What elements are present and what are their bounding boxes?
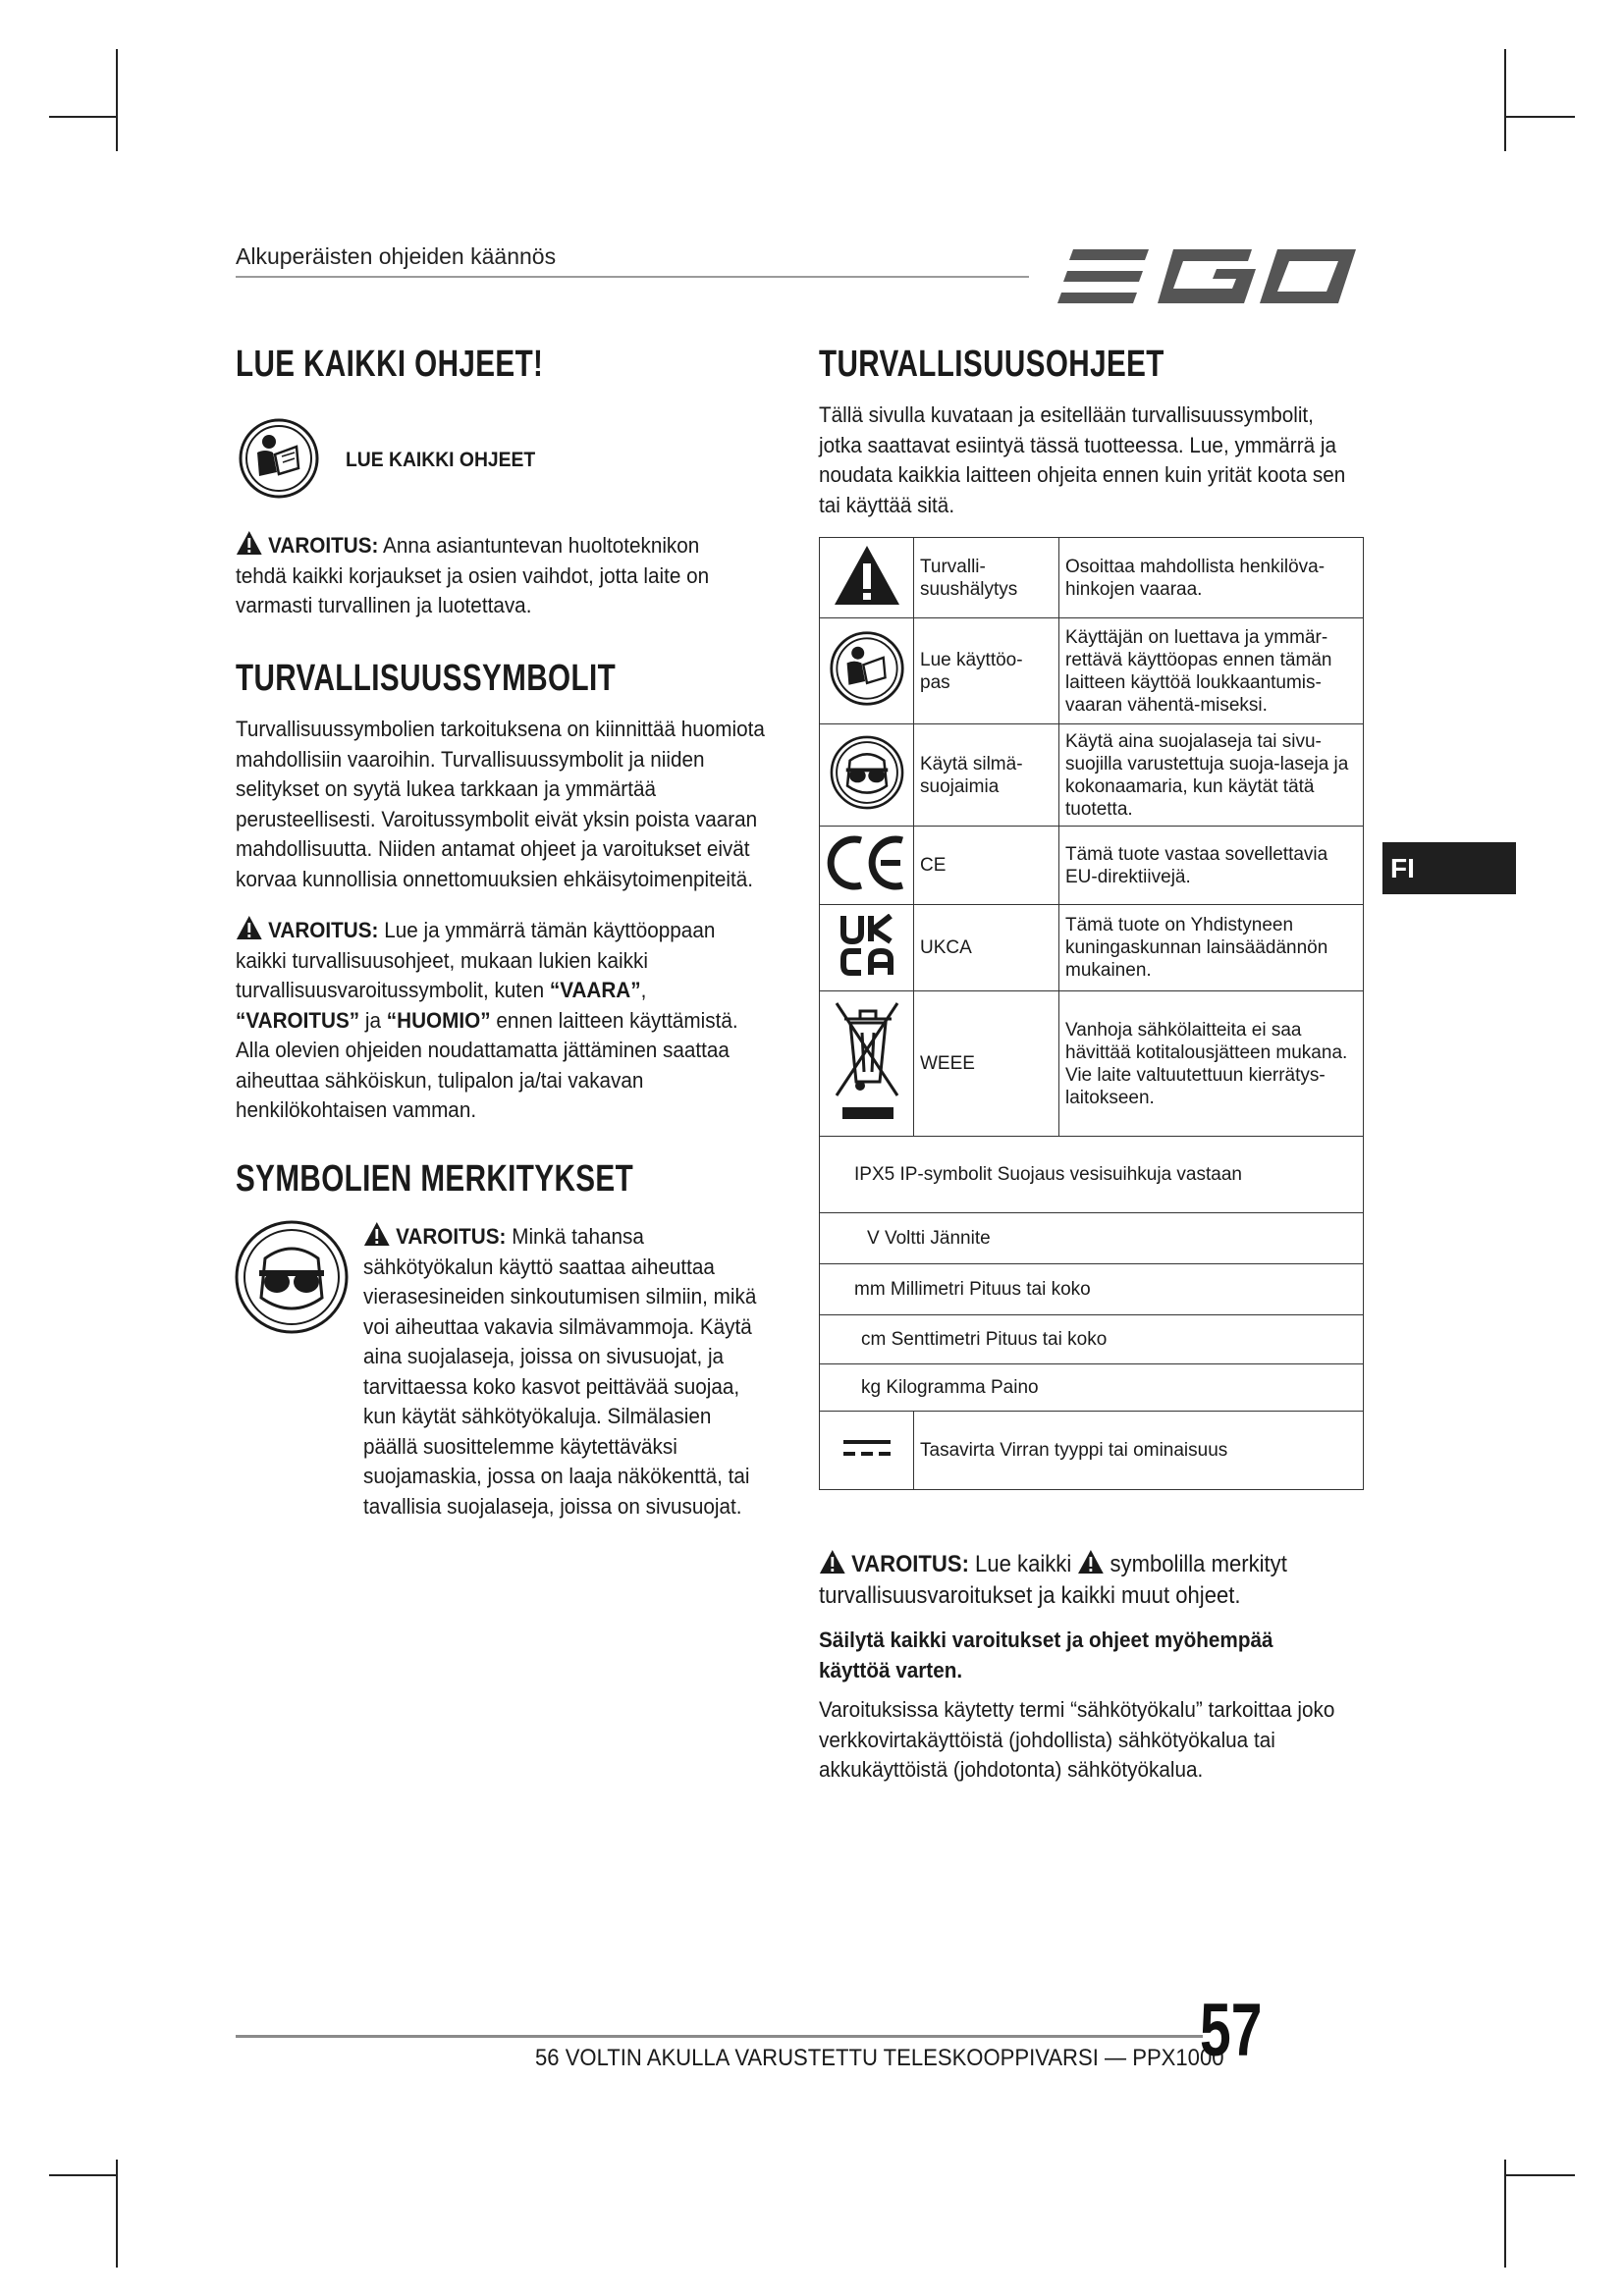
symbol-name: Käytä silmä-suojaimia — [914, 724, 1059, 827]
symbol-row-dc: Tasavirta Virran tyyppi tai ominaisuus — [914, 1412, 1364, 1490]
weee-bin-icon — [833, 997, 901, 1125]
warning-read-manual: VAROITUS: Lue ja ymmärrä tämän käyttöoppaan kaikki turvallisuusohjeet, mukaan lukien kaikki turvallisuusvaroitussymbolit, kuten “VAARA”, “VAROITUS” ja “HUOMIO” ennen laitteen käyttämistä. Alla olevien ohjeiden noudattamatta jättäminen saattaa aiheuttaa sähköiskun, tulipalon ja/tai vakavan henkilökohtaisen vamman. — [236, 915, 760, 1126]
table-row — [820, 1137, 1364, 1213]
table-row — [820, 618, 1364, 724]
table-row — [820, 1315, 1364, 1364]
symbol-desc: Osoittaa mahdollista henkilöva-hinkojen vaaraa. — [1059, 538, 1364, 618]
header-rule — [236, 276, 1029, 278]
warning-eye-protection: VAROITUS: Minkä tahansa sähkötyökalun käyttö saattaa aiheuttaa vierasesineiden sinkoutumisen silmiin, mikä voi aiheuttaa vakavia silmävammoja. Käytä aina suojalaseja, joissa on sivusuojat, ja tarvittaessa koko kasvot peittävää suojaa, kun käytät sähkötyökaluja. Silmälasien päällä suosittelemme käytettäväksi suojamaskia, jossa on laaja näkökenttä, tai tavallisia suojalaseja, joissa on sivusuojat. — [363, 1221, 761, 1522]
symbol-row-cm: cm Senttimetri Pituus tai koko — [820, 1315, 1364, 1364]
symbols-text: Turvallisuussymbolien tarkoituksena on kiinnittää huomiota mahdollisiin vaaroihin. Turvallisuussymbolit ja niiden selitykset on syytä lukea tarkkaan ja ymmärtää perusteellisesti. Varoitussymbolit eivät yksin poista vaaran mahdollisuutta. Niiden antamat ohjeet ja varoitukset eivät korvaa kunnollisia onnettomuuksien ehkäisytoimenpiteitä. — [236, 717, 765, 891]
table-row — [820, 991, 1364, 1137]
safety-intro: Tällä sivulla kuvataan ja esitellään turvallisuussymbolit, jotka saattavat esiintyä tässä tuotteessa. Lue, ymmärrä ja noudata kaikkia laitteen ohjeita ennen kuin yrität koota sen tai käyttää sitä. — [819, 402, 1346, 517]
section-heading-read: LUE KAIKKI OHJEET! — [236, 344, 544, 385]
crop-mark — [49, 116, 116, 118]
symbol-row-volt: V Voltti Jännite — [820, 1213, 1364, 1264]
table-row — [820, 538, 1364, 618]
symbol-row-mm: mm Millimetri Pituus tai koko — [820, 1264, 1364, 1315]
header-text: Alkuperäisten ohjeiden käännös — [236, 243, 557, 269]
table-row — [820, 827, 1364, 905]
power-tool-term: Varoituksissa käytetty termi “sähkötyökalu” tarkoittaa joko verkkovirtakäyttöistä (johdollista) sähkötyökalua tai akkukäyttöistä (johdotonta) sähkötyökalua. — [819, 1697, 1335, 1782]
section-heading-safety: TURVALLISUUSOHJEET — [819, 344, 1164, 385]
table-row — [820, 1213, 1364, 1264]
crop-mark — [1506, 116, 1575, 118]
warning-triangle-icon — [236, 915, 263, 940]
symbol-row-kg: kg Kilogramma Paino — [820, 1364, 1364, 1412]
warning-read-all: VAROITUS: Lue kaikki symbolilla merkityt turvallisuusvaroitukset ja kaikki muut ohjeet. — [819, 1551, 1287, 1609]
crop-mark — [116, 49, 118, 151]
read-manual-icon — [829, 630, 905, 707]
page-number: 57 — [1200, 1989, 1263, 2072]
symbol-desc: Käyttäjän on luettava ja ymmär-rettävä käyttöopas ennen tämän laitteen käyttöä loukkaantumis-vaaran vähentä-miseksi. — [1059, 618, 1364, 724]
read-manual-icon — [238, 417, 320, 500]
footer-text: 56 VOLTIN AKULLA VARUSTETTU TELESKOOPPIVARSI — PPX1000 — [535, 2045, 1224, 2071]
warning-triangle-icon — [833, 544, 901, 607]
symbol-desc: Vanhoja sähkölaitteita ei saa hävittää kotitalousjätteen mukana. Vie laite valtuutettuun kierrätys-laitokseen. — [1059, 991, 1364, 1137]
warning-triangle-icon — [236, 530, 263, 556]
symbol-name: Lue käyttöo-pas — [914, 618, 1059, 724]
safety-glasses-icon — [234, 1219, 350, 1335]
crop-mark — [1504, 49, 1506, 151]
table-row — [820, 1412, 1364, 1490]
symbol-desc: Käytä aina suojalaseja tai sivu-suojilla varustettuja suoja-laseja ja kokonaamaria, kun käytät tätä tuotetta. — [1059, 724, 1364, 827]
crop-mark — [116, 2160, 118, 2268]
warning-repairs: VAROITUS: Anna asiantuntevan huoltoteknikon tehdä kaikki korjaukset ja osien vaihdot, jotta laite on varmasti turvallinen ja luotettava. — [236, 530, 728, 621]
table-row — [820, 724, 1364, 827]
safety-glasses-icon — [830, 735, 904, 810]
table-row — [820, 905, 1364, 991]
footer-rule — [236, 2035, 1203, 2038]
table-row — [820, 1264, 1364, 1315]
crop-mark — [1506, 2174, 1575, 2176]
read-icon-label: LUE KAIKKI OHJEET — [346, 449, 536, 471]
crop-mark — [49, 2174, 116, 2176]
section-heading-symbols: TURVALLISUUSSYMBOLIT — [236, 658, 617, 699]
ukca-mark-icon — [838, 914, 896, 977]
symbol-desc: Tämä tuote vastaa sovellettavia EU-direktiivejä. — [1059, 827, 1364, 905]
ce-mark-icon — [826, 832, 908, 893]
symbol-row-ipx5: IPX5 IP-symbolit Suojaus vesisuihkuja vastaan — [820, 1137, 1364, 1213]
table-row — [820, 1364, 1364, 1412]
section-heading-meanings: SYMBOLIEN MERKITYKSET — [236, 1158, 634, 1200]
symbol-desc: Tämä tuote on Yhdistyneen kuningaskunnan lainsäädännön mukainen. — [1059, 905, 1364, 991]
ego-logo — [1056, 243, 1360, 312]
dc-current-icon — [841, 1436, 893, 1460]
warning-triangle-icon — [363, 1221, 391, 1247]
warning-triangle-icon — [819, 1549, 846, 1575]
symbol-name: Turvalli-suushälytys — [914, 538, 1059, 618]
symbol-name: UKCA — [914, 905, 1059, 991]
keep-instructions: Säilytä kaikki varoitukset ja ohjeet myöhempää käyttöä varten. — [819, 1628, 1273, 1682]
symbol-name: WEEE — [914, 991, 1059, 1137]
language-tab: FI — [1382, 842, 1516, 894]
symbol-name: CE — [914, 827, 1059, 905]
safety-symbols-table — [819, 537, 1364, 1490]
warning-triangle-icon — [1077, 1549, 1105, 1575]
